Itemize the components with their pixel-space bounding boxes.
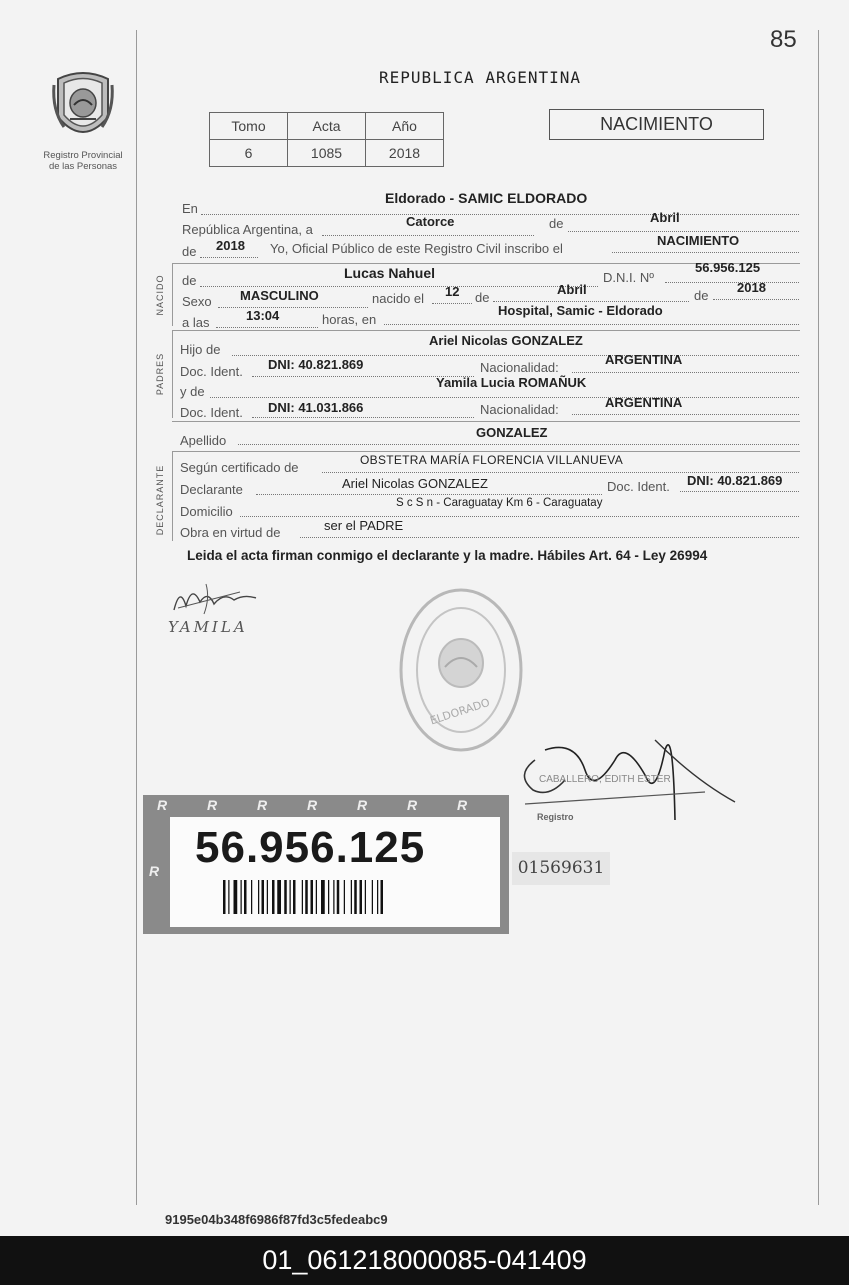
- dotted-line: [432, 303, 472, 304]
- sexo-label: Sexo: [182, 294, 212, 309]
- dotted-line: [200, 286, 598, 287]
- barcode-bar: [381, 880, 384, 914]
- barcode-bar: [337, 880, 340, 914]
- barcode-icon: [223, 880, 433, 914]
- dotted-line: [572, 372, 799, 373]
- apellido-label: Apellido: [180, 433, 227, 448]
- registry-header-row: [210, 113, 444, 140]
- document-hash: 9195e04b348f6986f87fd3c5fedeabc9: [165, 1212, 388, 1227]
- de-label: de: [549, 216, 564, 231]
- dotted-line: [210, 397, 799, 398]
- barcode-bar: [365, 880, 366, 914]
- father-name: Ariel Nicolas GONZALEZ: [429, 333, 583, 348]
- barcode-bar: [321, 880, 325, 914]
- barcode-bar: [360, 880, 363, 914]
- record-year: 2018: [216, 238, 245, 253]
- year-de-label: de: [182, 244, 197, 259]
- official-signature-icon: [505, 720, 745, 830]
- dotted-line: [240, 516, 799, 517]
- dotted-line: [680, 491, 799, 492]
- barcode-bar: [277, 880, 281, 914]
- page-number: 85: [770, 26, 797, 53]
- child-sexo: MASCULINO: [240, 288, 319, 303]
- birth-place: Hospital, Samic - Eldorado: [498, 303, 663, 318]
- y-de-label: y de: [180, 384, 205, 399]
- emblem-caption: Registro Provincial de las Personas: [43, 150, 123, 172]
- dotted-line: [572, 414, 799, 415]
- barcode-bar: [228, 880, 229, 914]
- registry-header-acta: Acta: [288, 113, 366, 140]
- sticker-pattern-r: R: [357, 797, 368, 813]
- declarante-doc: DNI: 40.821.869: [687, 473, 783, 488]
- sticker-pattern-r: R: [207, 797, 218, 813]
- a-las-label: a las: [182, 315, 210, 330]
- barcode-bar: [293, 880, 296, 914]
- section-bar: [172, 451, 173, 541]
- section-bar: [172, 330, 173, 418]
- nacido-de-label: de: [182, 273, 197, 288]
- dotted-line: [218, 307, 368, 308]
- barcode-bar: [251, 880, 252, 914]
- dotted-line: [713, 299, 799, 300]
- section-bar: [172, 263, 173, 326]
- dotted-line: [216, 327, 318, 328]
- father-doc: DNI: 40.821.869: [268, 357, 364, 372]
- svg-text:Registro: Registro: [537, 812, 574, 822]
- registry-header-ano: Año: [366, 113, 444, 140]
- sticker-pattern-r: R: [257, 797, 268, 813]
- child-dni: 56.956.125: [695, 260, 761, 275]
- barcode-bar: [241, 880, 242, 914]
- horas-label: horas, en: [322, 312, 377, 327]
- barcode-bar: [223, 880, 226, 914]
- de1-label: de: [475, 290, 490, 305]
- provincia-misiones-emblem-icon: [50, 65, 116, 147]
- barcode-bar: [234, 880, 238, 914]
- barcode-bar: [290, 880, 291, 914]
- barcode-bar: [311, 880, 314, 914]
- dotted-line: [201, 214, 799, 215]
- apellido-value: GONZALEZ: [476, 425, 548, 440]
- record-day: Catorce: [406, 214, 455, 229]
- declarante-label: Declarante: [180, 482, 243, 497]
- domicilio-label: Domicilio: [180, 504, 233, 519]
- de2-label: de: [694, 288, 709, 303]
- left-margin-line: [136, 30, 137, 1205]
- section-divider: [172, 330, 800, 331]
- dotted-line: [200, 257, 258, 258]
- record-inscribo: NACIMIENTO: [657, 233, 740, 248]
- barcode-bar: [377, 880, 378, 914]
- mother-nat-label: Nacionalidad:: [480, 402, 559, 417]
- mother-nationality: ARGENTINA: [605, 395, 683, 410]
- record-month: Abril: [650, 210, 680, 225]
- segun-label: Según certificado de: [180, 460, 299, 475]
- barcode-bar: [372, 880, 373, 914]
- footer-filename: 01_061218000085-041409: [0, 1236, 849, 1285]
- dotted-line: [493, 301, 689, 302]
- barcode-bar: [351, 880, 352, 914]
- barcode-bar: [262, 880, 265, 914]
- registry-value-row: [210, 140, 444, 167]
- section-divider: [172, 421, 800, 422]
- barcode-bar: [344, 880, 345, 914]
- barcode-bar: [333, 880, 334, 914]
- barcode-bar: [244, 880, 247, 914]
- dotted-line: [665, 282, 799, 283]
- act-type-box: NACIMIENTO: [549, 109, 764, 140]
- dni-sticker: [143, 795, 509, 934]
- father-nationality: ARGENTINA: [605, 352, 683, 367]
- nacido-el-label: nacido el: [372, 291, 425, 306]
- barcode-bar: [284, 880, 287, 914]
- svg-text:ELDORADO: ELDORADO: [428, 695, 492, 728]
- dotted-line: [256, 494, 602, 495]
- section-divider: [172, 451, 800, 452]
- closing-text: Leida el acta firman conmigo el declarante y la madre. Hábiles Art. 64 - Ley 26994: [187, 548, 708, 563]
- sticker-pattern-r: R: [157, 797, 168, 813]
- child-name: Lucas Nahuel: [344, 265, 436, 281]
- sticker-pattern-r: R: [457, 797, 468, 813]
- page-title: REPUBLICA ARGENTINA: [378, 68, 582, 87]
- barcode-bar: [328, 880, 329, 914]
- sticker-pattern-r: R: [307, 797, 318, 813]
- dotted-line: [252, 417, 474, 418]
- declarante-name: Ariel Nicolas GONZALEZ: [342, 476, 488, 491]
- barcode-bar: [316, 880, 317, 914]
- barcode-bar: [272, 880, 275, 914]
- birth-month: Abril: [557, 282, 587, 297]
- registry-value-acta: 1085: [288, 140, 366, 167]
- republica-label: República Argentina, a: [182, 222, 313, 237]
- dotted-line: [568, 231, 799, 232]
- certificado-value: OBSTETRA MARÍA FLORENCIA VILLANUEVA: [360, 453, 624, 467]
- mother-name: Yamila Lucia ROMAÑUK: [436, 375, 587, 390]
- registry-header-tomo: Tomo: [210, 113, 288, 140]
- dotted-line: [612, 252, 799, 253]
- father-doc-label: Doc. Ident.: [180, 364, 243, 379]
- en-label: En: [182, 201, 198, 216]
- sticker-pattern-r: R: [149, 863, 160, 879]
- serial-number: 01569631: [512, 852, 610, 885]
- birth-time: 13:04: [246, 308, 280, 323]
- dotted-line: [238, 444, 799, 445]
- dotted-line: [322, 235, 534, 236]
- barcode-bar: [305, 880, 308, 914]
- mother-signature-text: YAMILA: [168, 618, 248, 636]
- record-place: Eldorado - SAMIC ELDORADO: [385, 190, 588, 206]
- birth-year: 2018: [737, 280, 766, 295]
- right-margin-line: [818, 30, 819, 1205]
- barcode-bar: [302, 880, 303, 914]
- dotted-line: [232, 355, 799, 356]
- father-nat-label: Nacionalidad:: [480, 360, 559, 375]
- domicilio-value: S c S n - Caraguatay Km 6 - Caraguatay: [396, 497, 603, 509]
- hijo-de-label: Hijo de: [180, 342, 221, 357]
- barcode-bar: [258, 880, 259, 914]
- obra-label: Obra en virtud de: [180, 525, 281, 540]
- yo-text: Yo, Oficial Público de este Registro Civil inscribo el: [270, 241, 563, 256]
- obra-value: ser el PADRE: [324, 518, 404, 533]
- registry-table: [209, 112, 444, 167]
- sticker-pattern-r: R: [407, 797, 418, 813]
- dni-label: D.N.I. Nº: [603, 270, 654, 285]
- barcode-bar: [267, 880, 268, 914]
- mother-doc-label: Doc. Ident.: [180, 405, 243, 420]
- mother-doc: DNI: 41.031.866: [268, 400, 364, 415]
- barcode-bar: [354, 880, 357, 914]
- birth-day: 12: [445, 284, 460, 299]
- registry-value-tomo: 6: [210, 140, 288, 167]
- declarante-doc-label: Doc. Ident.: [607, 479, 670, 494]
- dotted-line: [384, 324, 799, 325]
- registry-value-ano: 2018: [366, 140, 444, 167]
- sticker-dni: 56.956.125: [195, 823, 426, 872]
- mother-signature-icon: [170, 580, 260, 618]
- dotted-line: [300, 537, 799, 538]
- svg-text:CABALLERO, EDITH ESTER: CABALLERO, EDITH ESTER: [539, 774, 671, 785]
